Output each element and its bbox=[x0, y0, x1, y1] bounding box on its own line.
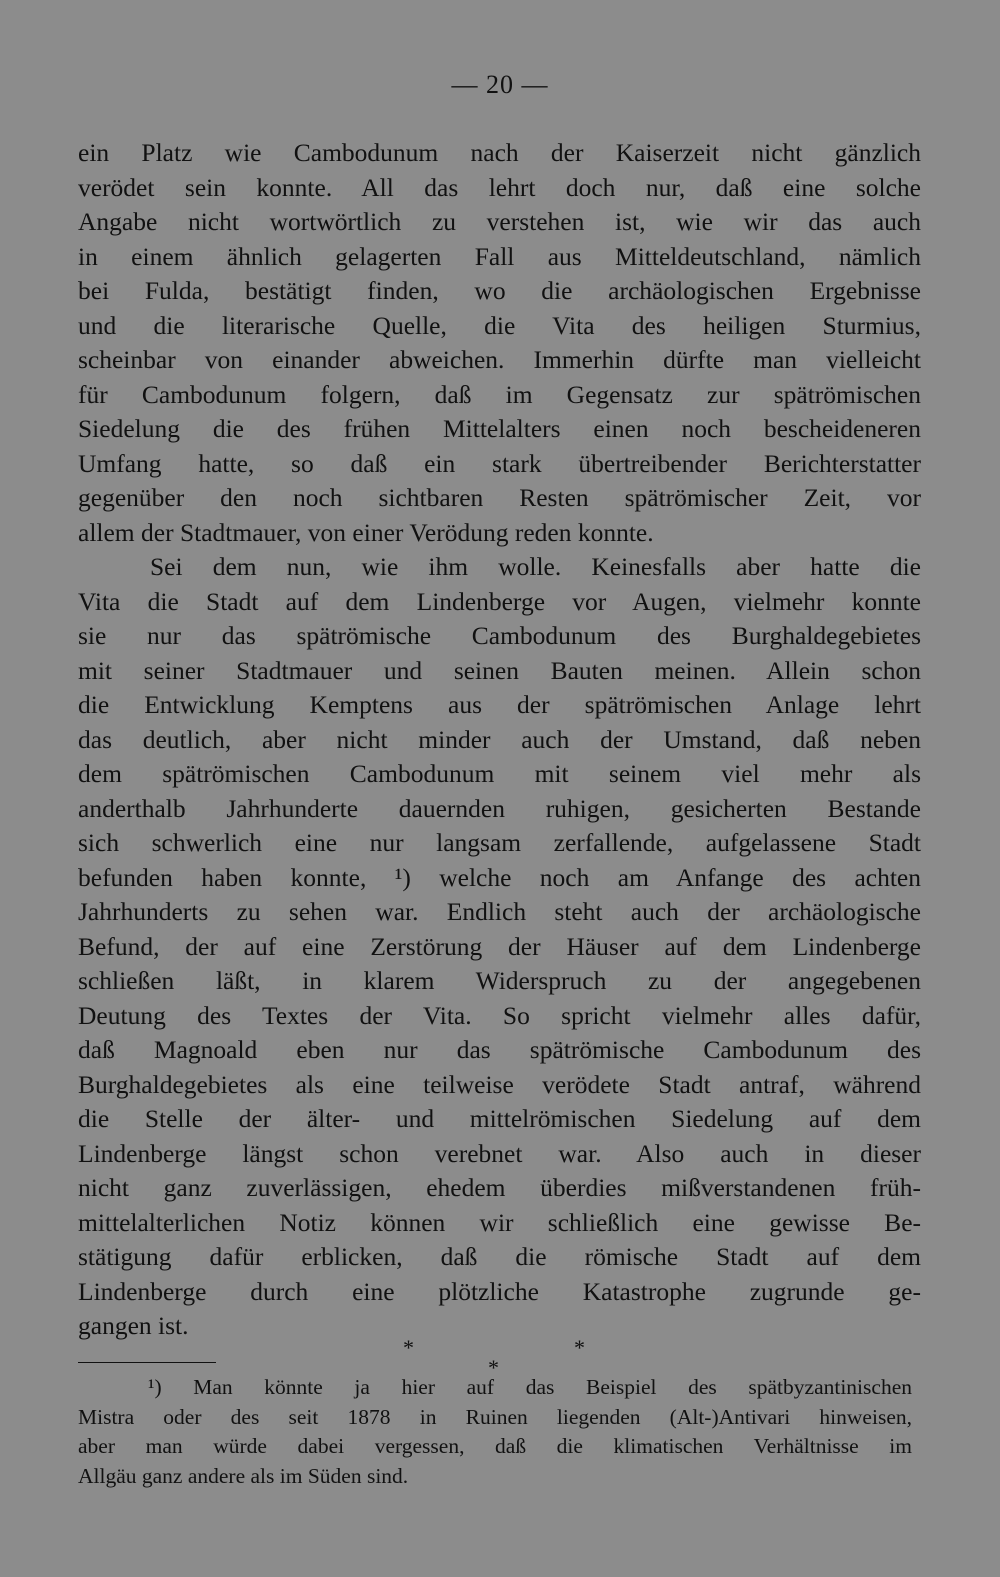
footnote-line: ¹) Man könnte ja hier auf das Beispiel des spätbyzantinischen bbox=[148, 1375, 912, 1399]
text-line: die Entwicklung Kemptens aus der spätrömischen Anlage lehrt bbox=[78, 690, 921, 719]
text-line: gegenüber den noch sichtbaren Resten spätrömischer Zeit, vor bbox=[78, 483, 921, 512]
text-line: Umfang hatte, so daß ein stark übertreibender Berichterstatter bbox=[78, 448, 921, 478]
text-line: sich schwerlich eine nur langsam zerfallende, aufgelassene Stadt bbox=[78, 828, 921, 857]
text-line: dem spätrömischen Cambodunum mit seinem viel mehr als bbox=[78, 759, 921, 788]
text-line: nicht ganz zuverlässigen, ehedem überdies mißverstandenen früh- bbox=[78, 1173, 921, 1202]
text-line: in einem ähnlich gelagerten Fall aus Mitteldeutschland, nämlich bbox=[78, 241, 921, 271]
text-line: sie nur das spätrömische Cambodunum des Burghaldegebietes bbox=[78, 621, 921, 650]
text-line: daß Magnoald eben nur das spätrömische Cambodunum des bbox=[78, 1035, 921, 1064]
text-line: das deutlich, aber nicht minder auch der Umstand, daß neben bbox=[78, 724, 921, 754]
text-line: Vita die Stadt auf dem Lindenberge vor Augen, vielmehr konnte bbox=[78, 586, 921, 616]
text-line: Angabe nicht wortwörtlich zu verstehen ist, wie wir das auch bbox=[78, 207, 921, 236]
text-line: Lindenberge durch eine plötzliche Katastrophe zugrunde ge- bbox=[78, 1276, 921, 1306]
text-line: mittelalterlichen Notiz können wir schließlich eine gewisse Be- bbox=[78, 1207, 921, 1237]
text-line: für Cambodunum folgern, daß im Gegensatz zur spätrömischen bbox=[78, 379, 921, 409]
text-line: bei Fulda, bestätigt finden, wo die archäologischen Ergebnisse bbox=[78, 276, 921, 305]
main-text bbox=[78, 136, 921, 1344]
text-line: scheinbar von einander abweichen. Immerhin dürfte man vielleicht bbox=[78, 345, 921, 374]
asterisk: * bbox=[403, 1335, 414, 1360]
paragraph-end-line: allem der Stadtmauer, von einer Verödung reden konnte. bbox=[78, 517, 654, 547]
footnote-rule bbox=[78, 1362, 216, 1363]
text-line: die Stelle der älter- und mittelrömischen Siedelung auf dem bbox=[78, 1104, 921, 1133]
asterisk: * bbox=[574, 1335, 585, 1360]
text-line: mit seiner Stadtmauer und seinen Bauten meinen. Allein schon bbox=[78, 655, 921, 685]
text-line: und die literarische Quelle, die Vita des heiligen Sturmius, bbox=[78, 310, 921, 340]
text-line: stätigung dafür erblicken, daß die römische Stadt auf dem bbox=[78, 1242, 921, 1271]
text-line: Jahrhunderts zu sehen war. Endlich steht auch der archäologische bbox=[78, 897, 921, 926]
paragraph-start-line: Sei dem nun, wie ihm wolle. Keinesfalls aber hatte die bbox=[150, 552, 921, 581]
footnote bbox=[78, 1373, 912, 1491]
footnote-line: Allgäu ganz andere als im Süden sind. bbox=[78, 1463, 409, 1488]
text-line: Befund, der auf eine Zerstörung der Häuser auf dem Lindenberge bbox=[78, 931, 921, 961]
text-line: verödet sein konnte. All das lehrt doch nur, daß eine solche bbox=[78, 172, 921, 202]
text-line: anderthalb Jahrhunderte dauernden ruhigen, gesicherten Bestande bbox=[78, 793, 921, 823]
footnote-line: aber man würde dabei vergessen, daß die klimatischen Verhältnisse im bbox=[78, 1434, 912, 1458]
footnote-line: Mistra oder des seit 1878 in Ruinen liegenden (Alt-)Antivari hinweisen, bbox=[78, 1404, 912, 1429]
text-line: Siedelung die des frühen Mittelalters einen noch bescheideneren bbox=[78, 414, 921, 443]
text-line: schließen läßt, in klarem Widerspruch zu der angegebenen bbox=[78, 966, 921, 995]
text-line: ein Platz wie Cambodunum nach der Kaiserzeit nicht gänzlich bbox=[78, 138, 921, 167]
asterisk: * bbox=[488, 1355, 499, 1380]
paragraph-end-line: gangen ist. bbox=[78, 1311, 189, 1340]
text-line: Lindenberge längst schon verebnet war. Also auch in dieser bbox=[78, 1138, 921, 1168]
section-separator bbox=[0, 1335, 1000, 1380]
text-line: Burghaldegebietes als eine teilweise verödete Stadt antraf, während bbox=[78, 1069, 921, 1099]
page-number: — 20 — bbox=[451, 70, 549, 99]
text-line: befunden haben konnte, ¹) welche noch am Anfange des achten bbox=[78, 862, 921, 892]
text-line: Deutung des Textes der Vita. So spricht vielmehr alles dafür, bbox=[78, 1000, 921, 1030]
